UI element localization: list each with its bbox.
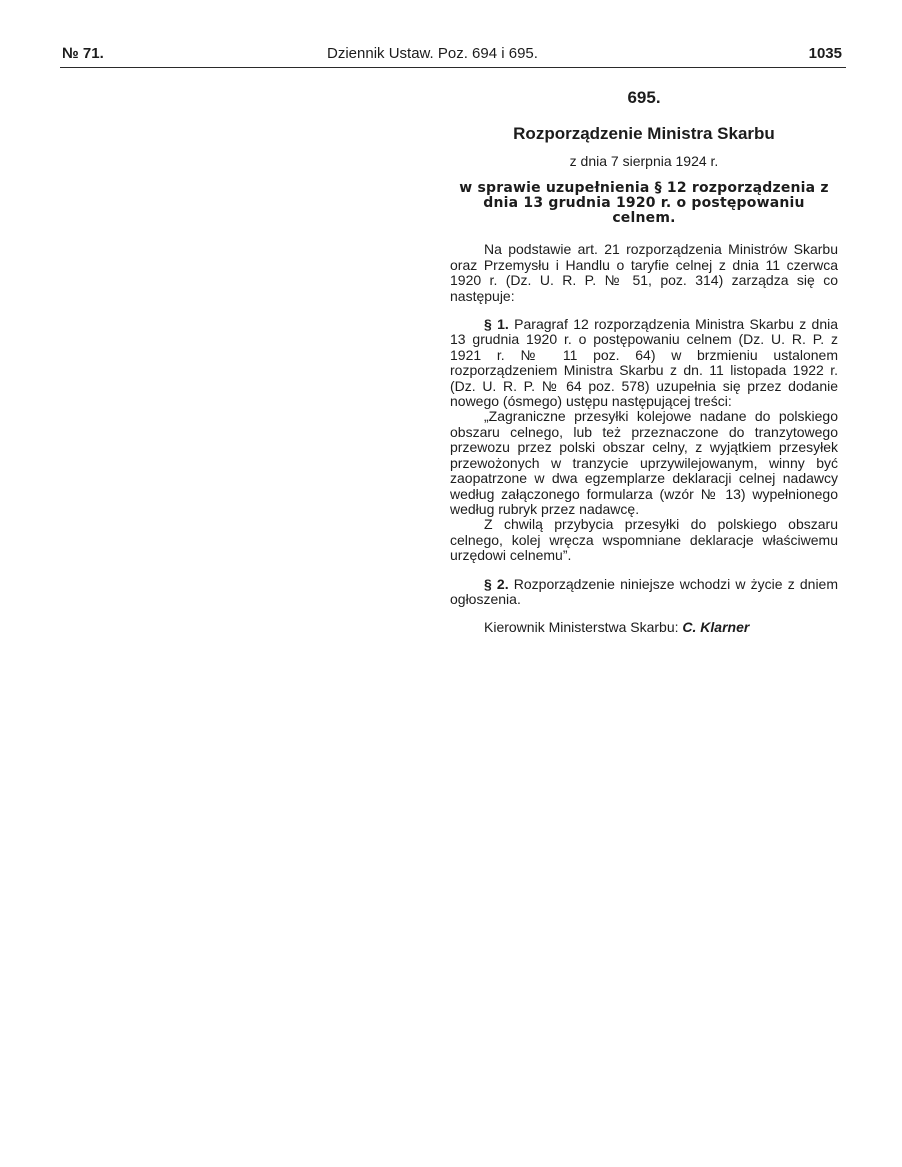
section-2 <box>450 577 838 608</box>
quote-paragraph-1: „Zagraniczne przesyłki kolejowe nadane do polskiego obszaru celnego, lub też przeznaczone do tranzytowego przewozu przez polski obszar celny, z wyjątkiem przesyłek przewożonych w tranzycie uprzywilejowanym, winny być zaopatrzone w dwa egzemplarze deklaracji celnej nadawcy według załączonego formularza (wzór № 13) wypełnionego według rubryk przez nadawcę. <box>450 408 838 517</box>
issue-number: № 71. <box>62 45 104 62</box>
page-header <box>60 45 846 67</box>
act-column <box>450 88 838 636</box>
quote-paragraph-2: Z chwilą przybycia przesyłki do polskiego obszaru celnego, kolej wręcza wspomniane deklaracje właściwemu urzędowi celnemu”. <box>450 516 838 564</box>
act-title: Rozporządzenie Ministra Skarbu <box>513 124 775 143</box>
signer-name: C. Klarner <box>682 619 750 636</box>
preamble: Na podstawie art. 21 rozporządzenia Ministrów Skarbu oraz Przemysłu i Handlu o taryfie celnej z dnia 11 czerwca 1920 r. (Dz. U. R. P. № 51, poz. 314) zarządza się co następuje: <box>450 241 838 304</box>
section-1-mark: § 1. <box>484 316 509 333</box>
act-date: z dnia 7 sierpnia 1924 r. <box>569 153 719 169</box>
section-2-text: Rozporządzenie niniejsze wchodzi w życie z dniem ogłoszenia. <box>450 575 839 607</box>
header-rule <box>60 67 846 68</box>
section-1 <box>450 317 838 409</box>
page-number: 1035 <box>808 45 842 62</box>
signature-label: Kierownik Ministerstwa Skarbu: <box>484 619 679 636</box>
signature-line <box>450 620 838 635</box>
act-number: 695. <box>627 88 661 107</box>
section-2-mark: § 2. <box>484 575 509 592</box>
journal-title: Dziennik Ustaw. Poz. 694 i 695. <box>327 45 538 62</box>
section-1-text: Paragraf 12 rozporządzenia Ministra Skarbu z dnia 13 grudnia 1920 r. o postępowaniu celnem (Dz. U. R. P. z 1921 r. № 11 poz. 64) w brzmieniu ustalonem rozporządzeniem Ministra Skarbu z dn. 11 listopada 1922 r. (Dz. U. R. P. № 64 poz. 578) uzupełnia się przez dodanie nowego (ósmego) ustępu następującej treści: <box>450 316 839 410</box>
act-subject: w sprawie uzupełnienia § 12 rozporządzenia z dnia 13 grudnia 1920 r. o postępowaniu celnem. <box>459 180 829 227</box>
